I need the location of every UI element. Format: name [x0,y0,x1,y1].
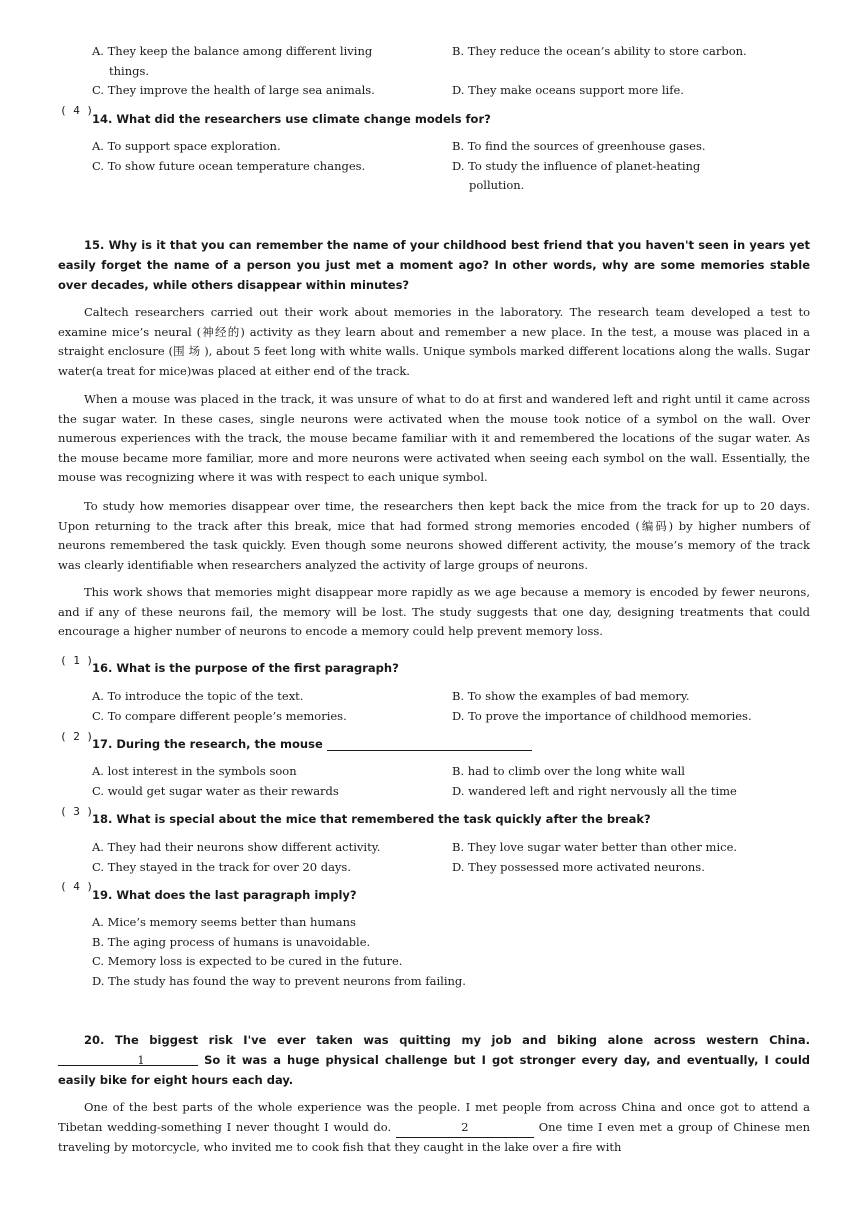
passage-15-paragraph-4: This work shows that memories might disappear more rapidly as we age because a memory is encoded by fewer neurons, and if any of these neurons fail, the memory will be lost. The study suggests that one day, designing treatments that could encourage a higher number of neurons to encode a memory could help prevent memory loss. [58,585,810,639]
q19-stem: 19. What does the last paragraph imply? [92,888,357,902]
q19-number: ( 4 ) [60,880,94,893]
q17-option-d[interactable]: D. wandered left and right nervously all the time [452,783,737,798]
q16-option-d[interactable]: D. To prove the importance of childhood memories. [452,708,752,723]
q17-option-c[interactable]: C. would get sugar water as their rewards [92,783,339,798]
q13-option-b[interactable]: B. They reduce the ocean’s ability to store carbon. [452,44,747,58]
q14-option-b[interactable]: B. To find the sources of greenhouse gases. [452,139,706,153]
q18-option-a[interactable]: A. They had their neurons show different activity. [92,840,381,854]
q13-option-c[interactable]: C. They improve the health of large sea animals. [92,83,375,97]
passage-15-paragraph-3: To study how memories disappear over time, the researchers then kept back the mice from the track for up to 20 days. Upon returning to the track after this break, mice that had formed strong memories encoded (编码) by higher numbers of neurons remembered the task quickly. Even though some neurons showed different activity, the mouse’s memory of the track was clearly identifiable when researchers analyzed the activity of large groups of neurons. [58,499,810,572]
q14-number: ( 4 ) [60,104,94,117]
q18-option-d[interactable]: D. They possessed more activated neurons. [452,859,705,874]
q16-option-b[interactable]: B. To show the examples of bad memory. [452,689,690,703]
q19-options [92,913,812,991]
blank-1[interactable]: 1 [58,1051,198,1066]
q19-option-b[interactable]: B. The aging process of humans is unavoidable. [92,934,371,949]
q16-option-a[interactable]: A. To introduce the topic of the text. [92,689,304,703]
q17-answer-blank[interactable] [327,738,532,751]
q18-stem: 18. What is special about the mice that remembered the task quickly after the break? [92,812,651,826]
q18-number: ( 3 ) [60,805,94,818]
q14-options [92,137,812,196]
q16-options [92,687,812,726]
q13-options [92,42,812,101]
passage-20-intro: 20. The biggest risk I've ever taken was quitting my job and biking alone across western China. 1 So it was a huge physical challenge but I got stronger every day, and eventually, I could easily bike for eight hours each day. [58,1033,810,1087]
q17-option-b[interactable]: B. had to climb over the long white wall [452,764,685,778]
q17-number: ( 2 ) [60,730,94,743]
blank-2[interactable]: 2 [396,1118,534,1139]
q16-number: ( 1 ) [60,654,94,667]
q13-option-d[interactable]: D. They make oceans support more life. [452,83,684,97]
q16-stem: 16. What is the purpose of the first paragraph? [92,661,399,675]
q19-option-a[interactable]: A. Mice’s memory seems better than humans [92,915,356,929]
q16-option-c[interactable]: C. To compare different people’s memories. [92,708,347,723]
q14-option-a[interactable]: A. To support space exploration. [92,139,281,153]
passage-15-paragraph-1: Caltech researchers carried out their work about memories in the laboratory. The research team developed a test to examine mice’s neural (神经的) activity as they learn about and remember a new place. In the test, a mouse was placed in a straight enclosure (围 场 ), about 5 feet long with white walls. Unique symbols marked different locations along the walls. Sugar water(a treat for mice)was placed at either end of the track. [58,305,810,378]
q14-option-d[interactable]: D. To study the influence of planet-heating pollution. [452,158,701,192]
q19-option-d[interactable]: D. The study has found the way to prevent neurons from failing. [92,973,466,988]
q13-option-a[interactable]: A. They keep the balance among different living things. [92,44,373,78]
q17-option-a[interactable]: A. lost interest in the symbols soon [92,764,297,778]
q14-stem: 14. What did the researchers use climate change models for? [92,112,491,126]
q14-option-c[interactable]: C. To show future ocean temperature changes. [92,158,366,173]
passage-20-paragraph-1: One of the best parts of the whole experience was the people. I met people from across China and once got to attend a Tibetan wedding-something I never thought I would do. 2 One time I even met a group of Chinese men traveling by motorcycle, who invited me to cook fish that they caught in the lake over a fire with [58,1100,811,1155]
passage-15-paragraph-2: When a mouse was placed in the track, it was unsure of what to do at first and wandered left and right until it came across the sugar water. In these cases, single neurons were activated when the mouse took notice of a symbol on the wall. Over numerous experiences with the track, the mouse became familiar with it and remembered the locations of the sugar water. As the mouse became more familiar, more and more neurons were activated when seeing each symbol on the wall. Essentially, the mouse was recognizing where it was with respect to each unique symbol. [58,392,810,485]
q18-option-c[interactable]: C. They stayed in the track for over 20 days. [92,859,351,874]
q18-option-b[interactable]: B. They love sugar water better than other mice. [452,840,738,854]
passage-15-intro: 15. Why is it that you can remember the name of your childhood best friend that you haven't seen in years yet easily forget the name of a person you just met a moment ago? In other words, why are some memories stable over decades, while others disappear within minutes? [58,238,810,292]
q19-option-c[interactable]: C. Memory loss is expected to be cured in the future. [92,954,403,968]
q18-options [92,838,812,877]
q17-stem: 17. During the research, the mouse [92,737,532,751]
q17-options [92,762,812,801]
